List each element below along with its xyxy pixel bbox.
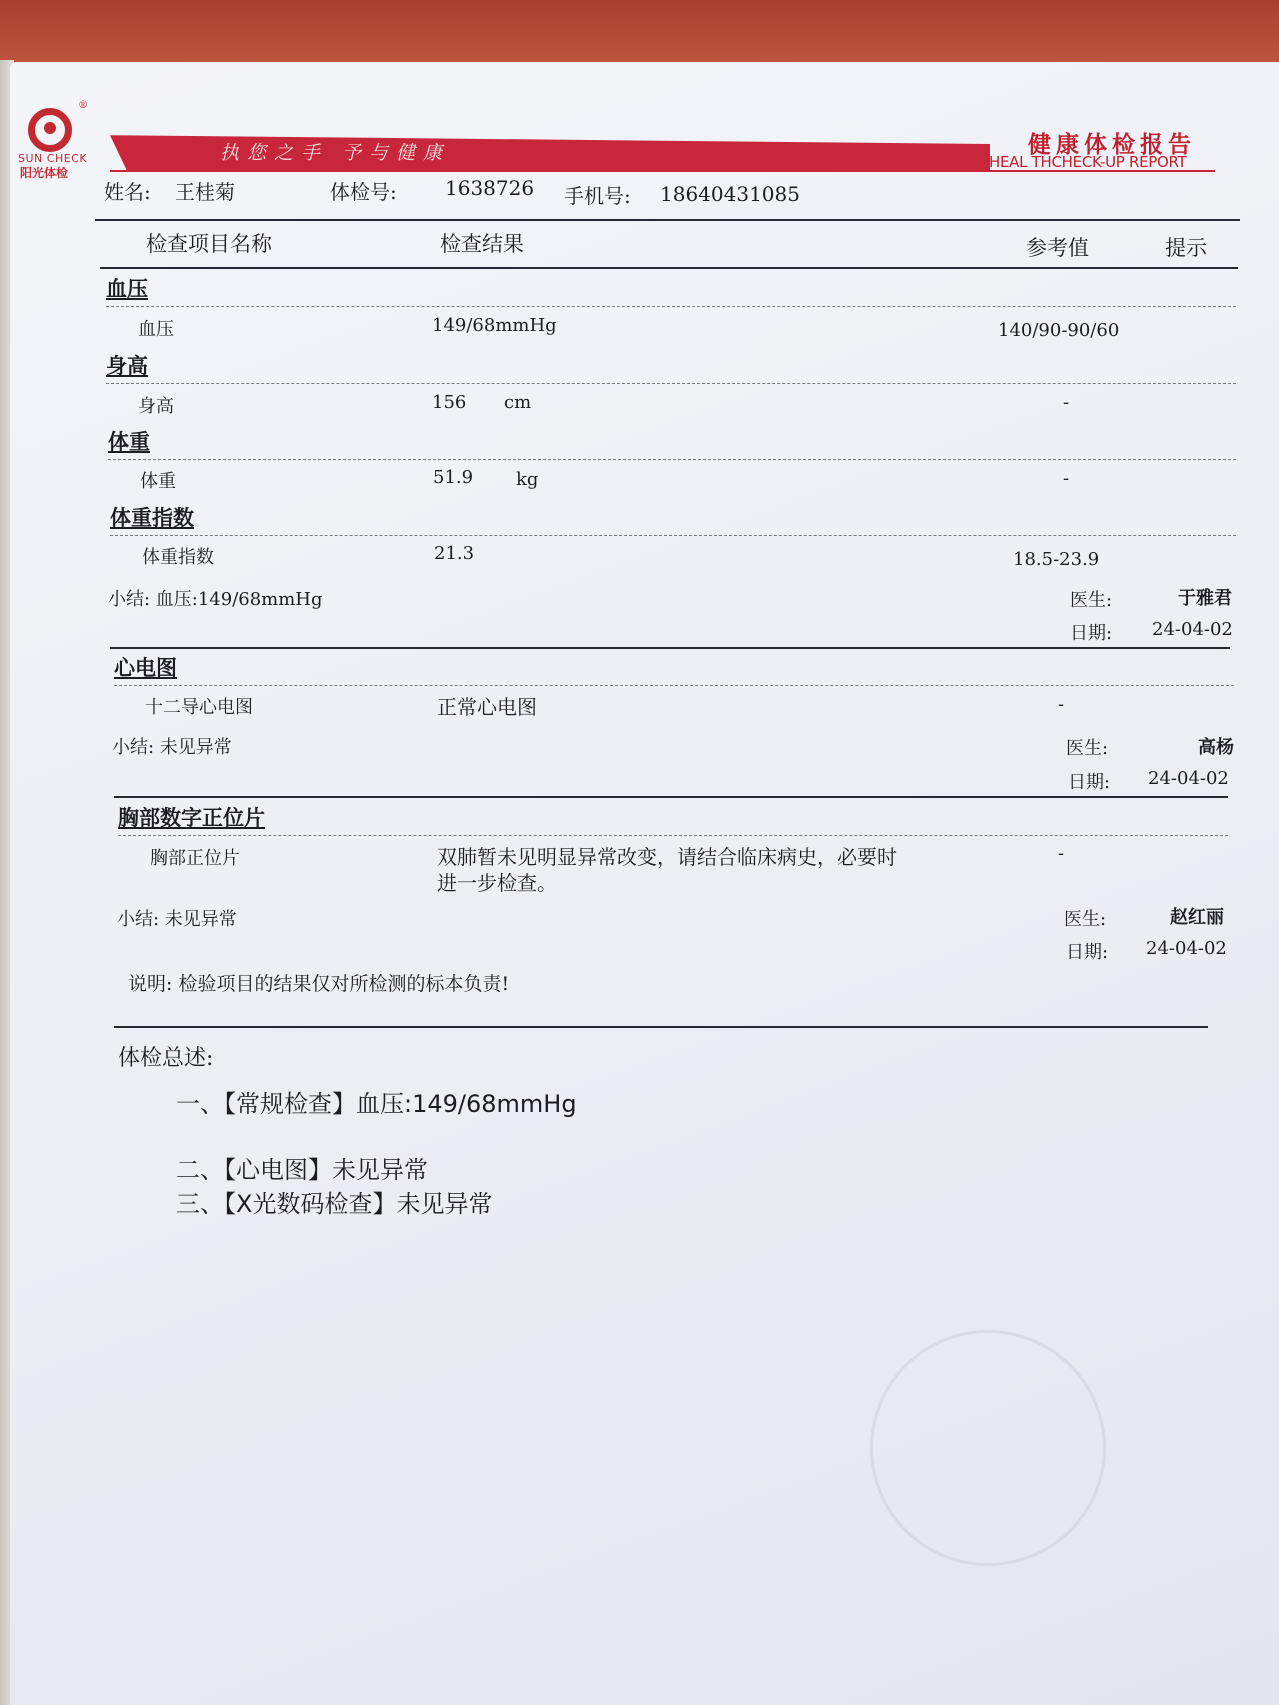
overview-item-3: 三、【X光数码检查】未见异常 [176, 1190, 493, 1218]
reference-height: - [1063, 392, 1070, 413]
registered-icon: ® [78, 100, 88, 111]
report-title: 健康体检报告 [1028, 132, 1196, 158]
reference-chest-xray: - [1058, 843, 1065, 864]
unit-weight: kg [516, 469, 539, 490]
date-group3: 24-04-02 [1146, 938, 1227, 959]
section-title-blood-pressure: 血压 [106, 276, 148, 301]
section-dash [106, 306, 1236, 307]
overview-title: 体检总述: [118, 1046, 214, 1071]
overview-item-2: 二、【心电图】未见异常 [176, 1156, 428, 1184]
date-label-group1: 日期: [1070, 623, 1113, 644]
section-title-ecg: 心电图 [114, 655, 177, 680]
reference-bmi: 18.5-23.9 [1013, 549, 1100, 570]
doctor-label-group2: 医生: [1066, 738, 1109, 759]
doctor-name-group1: 于雅君 [1178, 588, 1232, 609]
result-ecg: 正常心电图 [437, 695, 537, 719]
sun-check-logo [18, 100, 98, 180]
disclaimer: 说明: 检验项目的结果仅对所检测的标本负责! [128, 973, 510, 995]
section-dash [110, 535, 1236, 536]
item-bmi: 体重指数 [142, 547, 214, 568]
header-divider [100, 267, 1238, 269]
result-blood-pressure: 149/68mmHg [432, 315, 557, 336]
col-hint-header: 提示 [1165, 236, 1207, 260]
logo-dot-icon [44, 122, 56, 134]
section-title-chest-xray: 胸部数字正位片 [118, 805, 265, 830]
section-dash [118, 835, 1228, 836]
item-ecg: 十二导心电图 [145, 697, 253, 718]
unit-height: cm [504, 392, 532, 413]
phone: 18640431085 [660, 182, 800, 206]
date-group1: 24-04-02 [1152, 619, 1233, 640]
date-label-group3: 日期: [1066, 942, 1109, 963]
reference-blood-pressure: 140/90-90/60 [998, 320, 1120, 341]
section-dash [108, 459, 1236, 460]
doctor-name-group3: 赵红丽 [1170, 907, 1224, 928]
group2-divider [114, 796, 1228, 798]
phone-label: 手机号: [564, 184, 631, 208]
group1-divider [110, 647, 1230, 649]
summary-group2: 小结: 未见异常 [112, 737, 232, 758]
item-blood-pressure: 血压 [138, 319, 174, 340]
result-height: 156 [432, 392, 467, 413]
exam-no: 1638726 [445, 176, 535, 200]
summary-group1: 小结: 血压:149/68mmHg [108, 589, 323, 610]
reference-weight: - [1063, 468, 1070, 489]
section-title-bmi: 体重指数 [110, 505, 194, 530]
result-chest-xray-line2: 进一步检查。 [437, 871, 557, 895]
col-item-header: 检查项目名称 [146, 232, 272, 256]
doctor-name-group2: 高杨 [1198, 737, 1234, 758]
logo-chinese-text: 阳光体检 [20, 166, 69, 180]
faint-seal-stamp [870, 1330, 1106, 1566]
date-group2: 24-04-02 [1148, 768, 1229, 789]
info-divider [95, 219, 1240, 221]
section-title-weight: 体重 [108, 429, 150, 454]
item-height: 身高 [138, 396, 174, 417]
name-label: 姓名: [104, 180, 151, 204]
item-chest-xray: 胸部正位片 [150, 848, 240, 869]
summary-group3: 小结: 未见异常 [117, 909, 237, 930]
result-weight: 51.9 [433, 467, 474, 488]
col-reference-header: 参考值 [1026, 236, 1089, 260]
section-dash [114, 685, 1234, 686]
overview-item-1: 一、【常规检查】血压:149/68mmHg [176, 1090, 577, 1118]
doctor-label-group1: 医生: [1070, 590, 1113, 611]
section-dash [106, 383, 1236, 384]
date-label-group2: 日期: [1068, 772, 1111, 793]
patient-name: 王桂菊 [175, 180, 235, 204]
doctor-label-group3: 医生: [1064, 909, 1107, 930]
exam-no-label: 体检号: [330, 180, 397, 204]
col-result-header: 检查结果 [440, 232, 524, 256]
report-subtitle: HEAL THCHECK-UP REPORT [989, 153, 1187, 171]
section-title-height: 身高 [106, 353, 148, 378]
result-chest-xray-line1: 双肺暂未见明显异常改变，请结合临床病史，必要时 [437, 845, 897, 869]
disclaimer-divider [114, 1026, 1208, 1028]
header-slogan: 执您之手 予与健康 [220, 142, 451, 164]
reference-ecg: - [1058, 694, 1065, 715]
item-weight: 体重 [140, 471, 176, 492]
result-bmi: 21.3 [434, 543, 475, 564]
logo-english-text: SUN CHECK [18, 152, 88, 165]
